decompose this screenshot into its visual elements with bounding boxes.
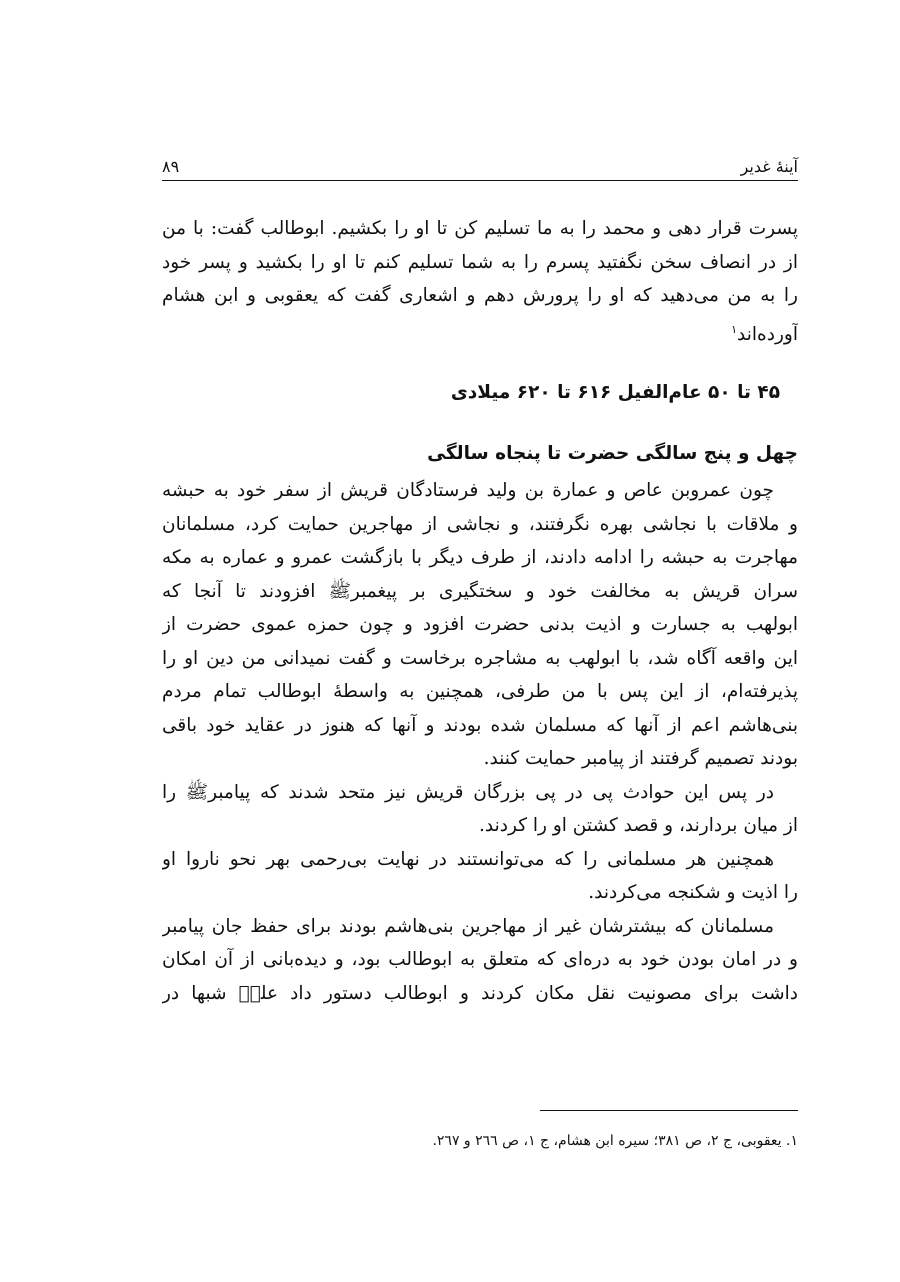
text-line: پذیرفته‌ام، از این پس با من طرفی، همچنین به واسطهٔ ابوطالب تمام مردم (162, 681, 798, 702)
text-line: و در امان بودن خود به دره‌ای که متعلق به ابوطالب بود، و دیده‌بانی از آن امکان (162, 949, 798, 970)
text-line: داشت برای مصونیت نقل مکان کردند و ابوطالب دستور داد علیؑ شبها در (162, 982, 798, 1004)
text-line: همچنین هر مسلمانی را که می‌توانستند در نهایت بی‌رحمی بهر نحو ناروا او (162, 848, 774, 870)
paragraph-4 (162, 843, 798, 910)
text-line: از میان بردارند، و قصد کشتن او را کردند. (479, 815, 798, 836)
text-line: از در انصاف سخن نگفتید پسرم را به شما تسلیم کنم تا او را بکشید و پسر خود (162, 251, 798, 273)
running-header (162, 146, 798, 176)
text-line: مهاجرت به حبشه را ادامه دادند، از طرف دیگر با بازگشت عمرو و عماره به مکه (162, 547, 798, 568)
footnote-reference: ۱ (731, 322, 738, 336)
text-line: پسرت قرار دهی و محمد را به ما تسلیم کن تا او را بکشیم. ابوطالب گفت: با من (162, 218, 798, 239)
footnote: ۱. یعقوبی، ج ۲، ص ۳۸۱؛ سیره ابن هشام، ج ۱، ص ۲٦٦ و ۲٦۷. (432, 1133, 798, 1149)
text-line: چون عمروبن عاص و عمارة بن ولید فرستادگان قریش از سفر خود به حبشه (162, 480, 774, 501)
section-heading-title: چهل و پنج سالگی حضرت تا پنجاه سالگی (427, 443, 798, 464)
text-line: بنی‌هاشم اعم از آنها که مسلمان شده بودند و آنها که هنوز در عقاید خود باقی (162, 714, 798, 736)
text-line: و ملاقات با نجاشی بهره نگرفتند، و نجاشی از مهاجرین حمایت کرد، مسلمانان (162, 513, 798, 535)
text-line: را به من می‌دهید که او را پرورش دهم و اشعاری گفت که یعقوبی و ابن هشام (162, 285, 798, 306)
text-line: در پس این حوادث پی در پی بزرگان قریش نیز متحد شدند که پیامبرﷺ را (162, 781, 774, 803)
paragraph-5 (162, 910, 798, 1011)
footnote-rule (540, 1110, 798, 1111)
text-line-content: آورده‌اند (737, 323, 798, 345)
header-rule (162, 180, 798, 181)
paragraph-1 (162, 212, 798, 346)
header-title: آینهٔ غدیر (740, 157, 798, 176)
paragraph-3 (162, 776, 798, 843)
body-text (162, 212, 798, 1010)
text-line: را اذیت و شکنجه می‌کردند. (588, 882, 798, 903)
paragraph-2 (162, 474, 798, 776)
text-line (162, 313, 798, 347)
text-line: سران قریش به مخالفت خود و سختگیری بر پیغمبرﷺ افزودند تا آنجا که (162, 580, 798, 602)
text-line: ابولهب به جسارت و اذیت بدنی حضرت افزود و چون حمزه عموی حضرت از (162, 614, 798, 635)
text-line: این واقعه آگاه شد، با ابولهب به مشاجره برخاست و گفت نمیدانی من دین او را (162, 647, 798, 669)
section-heading-dates: ۴۵ تا ۵۰ عام‌الفیل ۶۱۶ تا ۶۲۰ میلادی (450, 382, 780, 403)
text-line: مسلمانان که بیشترشان غیر از مهاجرین بنی‌هاشم بودند برای حفظ جان پیامبر (162, 915, 774, 937)
page-number: ۸۹ (162, 157, 180, 176)
text-line: بودند تصمیم گرفتند از پیامبر حمایت کنند. (483, 748, 798, 769)
